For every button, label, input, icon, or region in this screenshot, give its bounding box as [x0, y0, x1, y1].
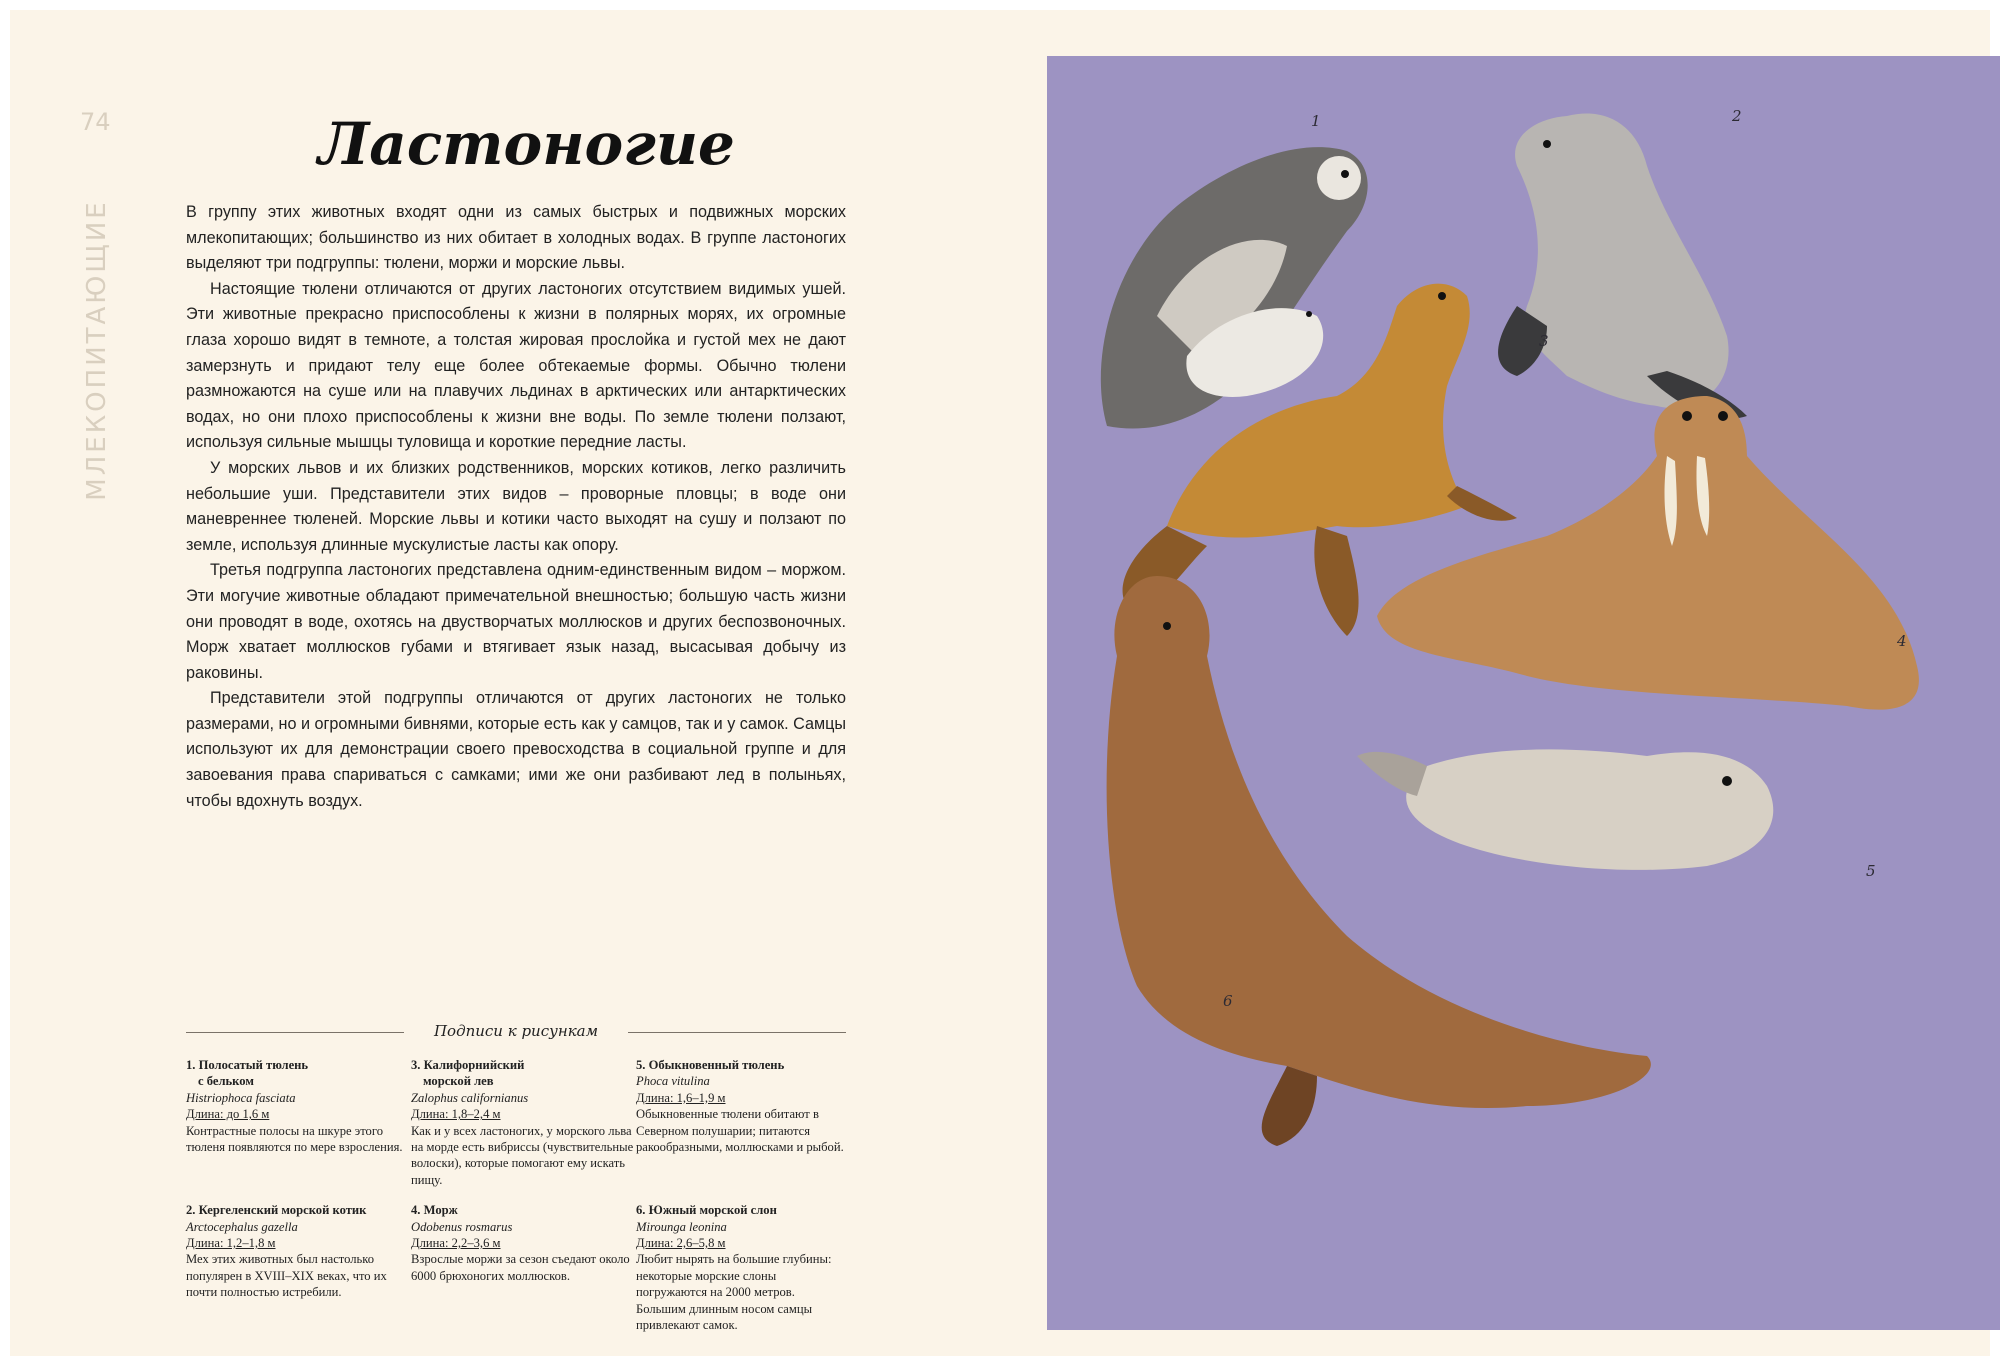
harbor-seal-illustration — [1357, 749, 1773, 869]
caption-name: 5. Обыкновенный тюлень — [636, 1058, 785, 1072]
page-number: 74 — [80, 108, 111, 136]
book-spread — [10, 10, 1990, 1356]
ribbon-seal-illustration — [1101, 147, 1368, 428]
figure-number: 2 — [1732, 107, 1742, 125]
figure-number: 3 — [1539, 332, 1549, 350]
caption-item — [636, 1202, 846, 1333]
figure-number: 4 — [1897, 632, 1907, 650]
figure-number: 1 — [1311, 112, 1321, 130]
caption-latin: Odobenus rosmarus — [411, 1219, 513, 1234]
body-text — [186, 200, 846, 814]
caption-desc: Взрослые моржи за сезон съедают около 6000 брюхоногих моллюсков. — [411, 1252, 630, 1283]
caption-desc: Любит нырять на большие глубины: некоторые морские слоны погружаются на 2000 метров. Большим длинным носом самцы привлекают самок. — [636, 1252, 832, 1333]
figure-number: 5 — [1866, 862, 1876, 880]
caption-desc: Мех этих животных был настолько популярен в XVIII–XIX веках, что их почти полностью истребили. — [186, 1252, 387, 1300]
fur-seal-illustration — [1498, 113, 1747, 418]
illustration-plate — [1047, 56, 2000, 1330]
caption-item — [636, 1057, 846, 1188]
caption-latin: Histriophoca fasciata — [186, 1090, 296, 1105]
caption-length: Длина: 1,6–1,9 м — [636, 1090, 726, 1105]
caption-name: 2. Кергеленский морской котик — [186, 1203, 367, 1218]
caption-length: Длина: 1,2–1,8 м — [186, 1236, 276, 1251]
caption-latin: Phoca vitulina — [636, 1074, 710, 1089]
caption-latin: Mirounga leonina — [636, 1219, 727, 1234]
page-title: Ластоногие — [318, 110, 735, 178]
paragraph: У морских львов и их близких родственников, морских котиков, легко различить небольшие уши. Представители этих видов – проворные пловцы; в воде они маневреннее тюленей. Морские львы и котики часто выходят на сушу и ползают по земле, используя длинные мускулистые ласты как опору. — [186, 458, 846, 554]
caption-latin: Arctocephalus gazella — [186, 1219, 298, 1234]
paragraph: В группу этих животных входят одни из самых быстрых и подвижных морских млекопитающих; большинство из них обитает в холодных водах. В группе ластоногих выделяют три подгруппы: тюлени, моржи и морские львы. — [186, 203, 846, 273]
captions-title: Подписи к рисункам — [433, 1022, 599, 1040]
paragraph: Третья подгруппа ластоногих представлена одним-единственным видом – моржом. Эти могучие животные обладают примечательной внешностью; большую часть жизни они проводят в воде, охотясь на двустворчатых моллюсков и других беспозвоночных. Морж хватает моллюсков губами и втягивает язык назад, высасывая добычу из раковины. — [186, 561, 846, 682]
captions-header — [186, 1020, 846, 1044]
caption-item — [186, 1202, 411, 1333]
caption-name: 6. Южный морской слон — [636, 1203, 777, 1218]
paragraph: Представители этой подгруппы отличаются от других ластоногих не только размерами, но и огромными бивнями, которые есть как у самцов, так и у самок. Самцы используют их для демонстрации своего превосходства в социальной группе и для завоевания права спариваться с самками; ими же они разбивают лед в полыньях, чтобы вдохнуть воздух. — [186, 689, 847, 810]
caption-length: Длина: 2,2–3,6 м — [411, 1236, 501, 1251]
caption-desc: Обыкновенные тюлени обитают в Северном полушарии; питаются ракообразными, моллюсками и рыбой. — [636, 1107, 844, 1155]
paragraph: Настоящие тюлени отличаются от других ластоногих отсутствием видимых ушей. Эти животные прекрасно приспособлены к жизни в полярных морях, их огромные глаза хорошо видят в темноте, а толстая жировая прослойка и густой мех не дают замерзнуть и придают телу еще более обтекаемые формы. Обычно тюлени размножаются на суше или на плавучих льдинах в арктических или антарктических водах, но они плохо приспособлены к жизни вне воды. По земле тюлени ползают, используя сильные мышцы туловища и короткие передние ласты. — [186, 279, 846, 452]
caption-name: 4. Морж — [411, 1203, 458, 1218]
caption-desc: Контрастные полосы на шкуре этого тюленя появляются по мере взросления. — [186, 1123, 403, 1155]
caption-latin: Zalophus californianus — [411, 1090, 529, 1105]
caption-item — [411, 1202, 636, 1333]
figure-number: 6 — [1223, 992, 1233, 1010]
figure-captions — [186, 1057, 846, 1348]
divider — [628, 1032, 846, 1033]
walrus-illustration — [1377, 396, 1919, 710]
caption-item — [186, 1057, 411, 1188]
section-side-label — [80, 195, 114, 505]
caption-length: Длина: 2,6–5,8 м — [636, 1236, 726, 1251]
caption-item — [411, 1057, 636, 1188]
section-side-label-text: МЛЕКОПИТАЮЩИЕ — [82, 199, 112, 501]
caption-length: Длина: до 1,6 м — [186, 1107, 270, 1122]
caption-name-cont: морской лев — [423, 1074, 494, 1089]
pinnipeds-illustration — [1047, 56, 2000, 1330]
caption-name-cont: с бельком — [198, 1074, 254, 1089]
caption-length: Длина: 1,8–2,4 м — [411, 1107, 501, 1122]
caption-name: 1. Полосатый тюлень — [186, 1058, 309, 1072]
caption-desc: Как и у всех ластоногих, у морского льва на морде есть вибриссы (чувствительные волоски), которые помогают ему искать пищу. — [411, 1123, 634, 1187]
caption-name: 3. Калифорнийский — [411, 1058, 525, 1072]
